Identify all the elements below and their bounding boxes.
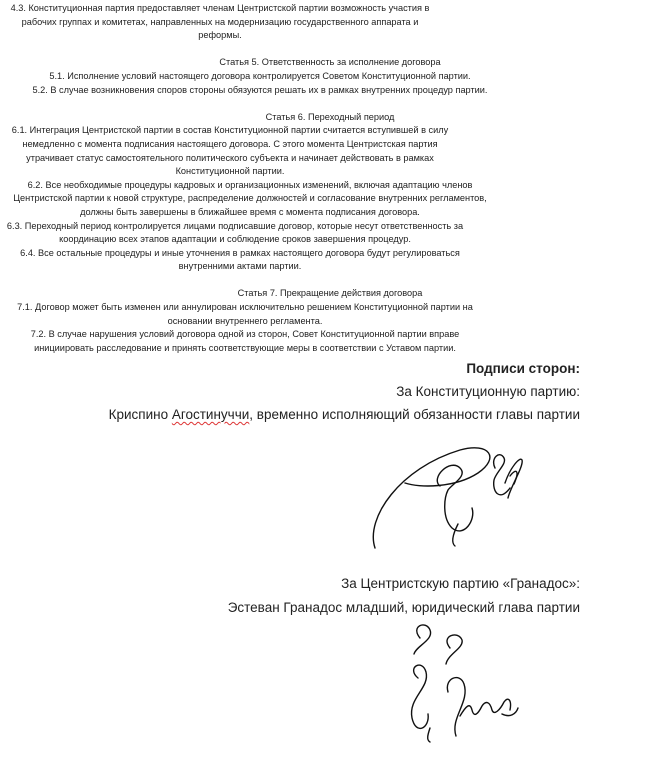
signatures-heading: Подписи сторон: bbox=[466, 361, 580, 376]
clause-7-1: 7.1. Договор может быть изменен или аннулирован исключительно решением Конституционной партии на основании внутреннего регламента. bbox=[17, 302, 473, 326]
article-7-title: Статья 7. Прекращение действия договора bbox=[237, 288, 423, 299]
party1-signer bbox=[0, 403, 580, 426]
clause-6-2: 6.2. Все необходимые процедуры кадровых и организационных изменений, включая адаптацию членов Центристской партии к новой структуре, распределение должностей и согласование внутренних регламентов, должны быть завершены в ближайшее время с момента подписания договора. bbox=[13, 179, 487, 217]
signature-1-image bbox=[360, 428, 540, 568]
document-page bbox=[0, 0, 660, 355]
party1-first-name: Криспино bbox=[108, 407, 172, 422]
signatures-block bbox=[0, 358, 580, 426]
party1-role: , временно исполняющий обязанности главы партии bbox=[249, 407, 580, 422]
party2-signer: Эстеван Гранадос младший, юридический глава партии bbox=[227, 600, 580, 615]
article-5-title: Статья 5. Ответственность за исполнение договора bbox=[219, 57, 441, 68]
party1-label: За Конституционную партию: bbox=[396, 384, 580, 399]
party2-label: За Центристскую партию «Гранадос»: bbox=[341, 576, 580, 591]
party1-last-name-spellcheck[interactable]: Агостинуччи bbox=[171, 407, 250, 422]
party2-block bbox=[0, 572, 580, 620]
clause-6-1: 6.1. Интеграция Центристской партии в состав Конституционной партии считается вступившей в силу немедленно с момента подписания настоящего договора. С этого момента Центристская партия утрачивает статус самостоятельного политического субъекта и начинает действовать в рамках Конституционной партии. bbox=[11, 125, 449, 177]
clause-6-4: 6.4. Все остальные процедуры и иные уточнения в рамках настоящего договора будут регулироваться внутренними актами партии. bbox=[20, 247, 460, 272]
clause-5-1: 5.1. Исполнение условий настоящего договора контролируется Советом Конституционной партии. bbox=[49, 70, 471, 81]
clause-4-3: 4.3. Конституционная партия предоставляет членам Центристской партии возможность участия в рабочих группах и комитетах, направленных на модернизацию государственного аппарата и реформы. bbox=[10, 3, 430, 41]
clause-7-2: 7.2. В случае нарушения условий договора одной из сторон, Совет Конституционной партии вправе инициировать расследование и принять соответствующие меры в соответствии с Уставом партии. bbox=[30, 329, 460, 353]
clause-6-3: 6.3. Переходный период контролируется лицами подписавшие договор, которые несут ответственность за координацию всех этапов адаптации и соблюдение сроков завершения процедур. bbox=[6, 220, 464, 245]
article-6-title: Статья 6. Переходный период bbox=[265, 111, 395, 122]
signature-2-image bbox=[390, 618, 530, 758]
clause-5-2: 5.2. В случае возникновения споров стороны обязуются решать их в рамках внутренних процедур партии. bbox=[32, 84, 488, 95]
